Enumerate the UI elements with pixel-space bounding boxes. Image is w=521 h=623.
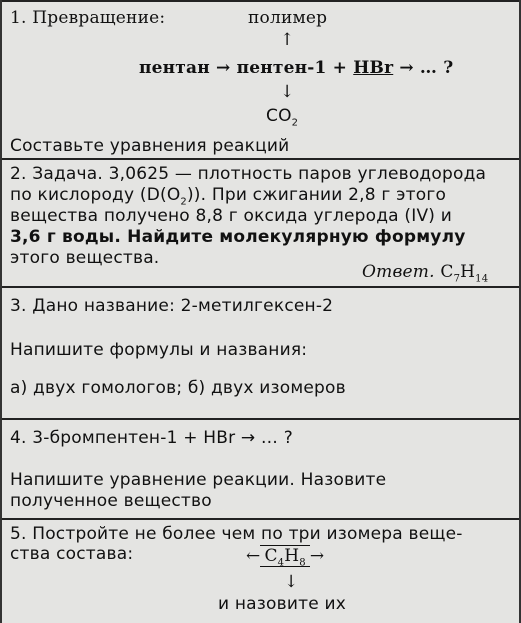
formula-c4h8: ← $C_4H_8$ → <box>246 546 325 569</box>
task-4 <box>2 420 519 520</box>
task-2-line-2: по кислороду $(D(O_2))$. При сжигании 2,8 г этого <box>10 185 447 208</box>
task-1 <box>2 0 519 160</box>
task-1-heading: 1. Превращение: <box>10 8 166 28</box>
arrow-right-icon: → <box>309 546 325 566</box>
task-3-heading: 3. Дано название: 2-метилгексен-2 <box>10 296 334 316</box>
arrow-down-icon-2: ↓ <box>284 572 299 592</box>
reaction-chain: пентан → пентен-1 + HBr → … ? <box>139 58 454 78</box>
task-3-instruction: Напишите формулы и названия: <box>10 340 308 360</box>
task-5-line-2: ства состава: <box>10 544 134 564</box>
task-2 <box>2 160 519 288</box>
arrow-down-icon: ↓ <box>280 82 295 102</box>
task-1-instruction: Составьте уравнения реакций <box>10 136 290 156</box>
co2-formula: $CO_2$ <box>266 106 299 129</box>
task-3 <box>2 288 519 420</box>
hbr-reagent: HBr <box>353 58 394 78</box>
task-2-answer: Ответ. $C_7H_{14}$ <box>362 262 489 285</box>
task-5-final: и назовите их <box>218 594 346 614</box>
task-2-line-5: этого вещества. <box>10 248 160 268</box>
task-4-instruction-1: Напишите уравнение реакции. Назовите <box>10 470 387 490</box>
task-4-heading: 4. 3-бромпентен-1 + HBr → … ? <box>10 428 293 448</box>
task-4-instruction-2: полученное вещество <box>10 491 212 511</box>
polymer-label: полимер <box>248 8 328 28</box>
task-3-items: а) двух гомологов; б) двух изомеров <box>10 378 346 398</box>
arrow-up-icon: ↑ <box>280 30 295 50</box>
arrow-left-icon: ← <box>246 546 261 566</box>
task-2-line-4: 3,6 г воды. Найдите молекулярную формулу <box>10 227 466 247</box>
task-2-line-1: 2. Задача. 3,0625 — плотность паров углеводорода <box>10 164 487 184</box>
task-2-line-3: вещества получено 8,8 г оксида углерода (IV) и <box>10 206 452 226</box>
task-5-line-1: 5. Постройте не более чем по три изомера веще- <box>10 524 463 544</box>
task-5 <box>2 520 519 623</box>
